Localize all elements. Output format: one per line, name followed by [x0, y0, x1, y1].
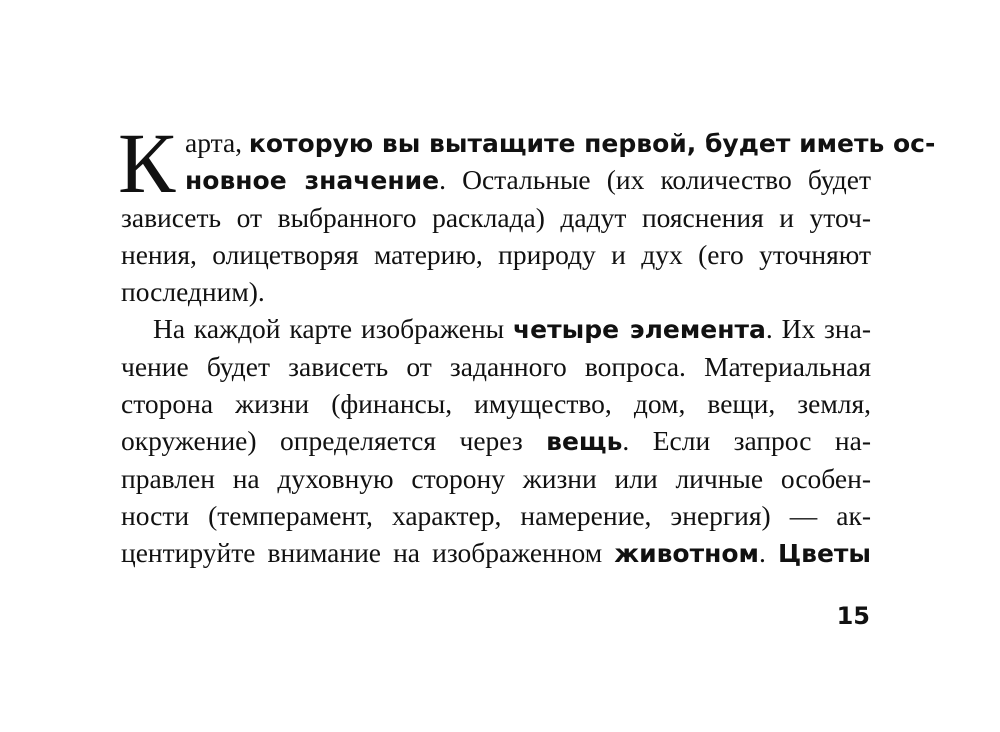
text-line: чение будет зависеть от заданного вопроса. Материальная [121, 350, 871, 382]
bold-text: которую вы вытащите первой, будет иметь ос- [248, 129, 936, 158]
text-run: арта, [185, 127, 249, 158]
text-run: . Их зна- [765, 313, 871, 345]
text-run: окружение) определяется через [121, 425, 547, 457]
text-run: На каждой карте изображены [153, 313, 513, 345]
bold-text: вещь [546, 427, 623, 457]
text-line [121, 310, 871, 347]
body-text [118, 115, 936, 572]
text-line: ности (темперамент, характер, намерение, энергия) — ак- [121, 499, 871, 531]
bold-text: новное значение [185, 166, 440, 196]
text-run: . [758, 537, 778, 569]
text-line: последним). [121, 276, 265, 308]
bold-text: животном [614, 539, 759, 569]
text-run: . Остальные (их количество будет [439, 164, 871, 196]
text-line: сторона жизни (финансы, имущество, дом, вещи, земля, [121, 388, 871, 420]
text-line: зависеть от выбранного расклада) дадут пояснения и уточ- [121, 201, 871, 233]
text-line: нения, олицетворяя материю, природу и дух (его уточняют [121, 238, 871, 270]
drop-cap: К [118, 115, 176, 211]
text-line [121, 422, 871, 459]
page-number: 15 [836, 602, 870, 630]
text-run: . Если запрос на- [622, 425, 871, 457]
paragraph-1 [118, 115, 936, 310]
bold-text: Цветы [777, 539, 872, 569]
text-line [121, 534, 871, 571]
paragraph-2 [121, 310, 871, 571]
text-line: правлен на духовную сторону жизни или личные особен- [121, 462, 871, 494]
text-line [121, 161, 871, 198]
text-run: центируйте внимание на изображенном [121, 537, 615, 569]
text-line [121, 124, 936, 161]
bold-text: четыре элемента [513, 315, 766, 345]
